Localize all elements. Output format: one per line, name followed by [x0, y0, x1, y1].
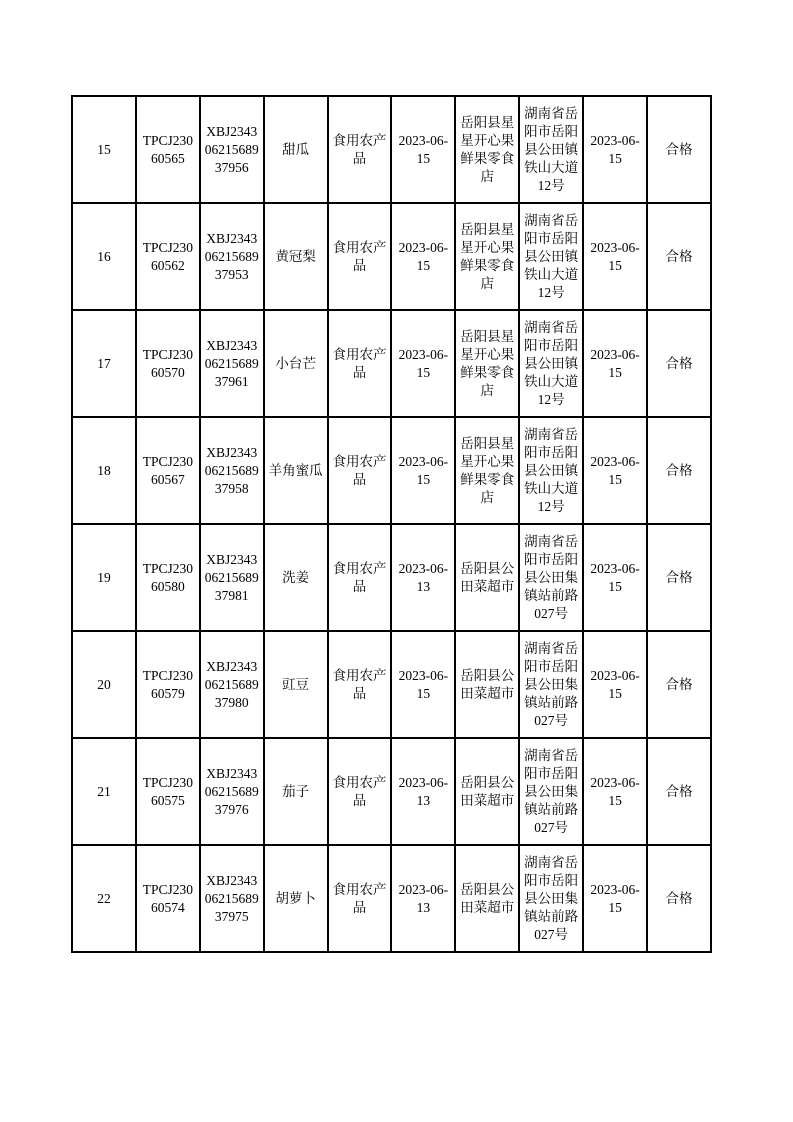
- cell-address: 湖南省岳阳市岳阳县公田集镇站前路027号: [519, 738, 583, 845]
- cell-report-no: TPCJ23060575: [136, 738, 200, 845]
- cell-sample-no: XBJ23430621568937956: [200, 96, 264, 203]
- cell-store: 岳阳县星星开心果鲜果零食店: [455, 310, 519, 417]
- cell-sample-no: XBJ23430621568937981: [200, 524, 264, 631]
- cell-address: 湖南省岳阳市岳阳县公田镇铁山大道12号: [519, 203, 583, 310]
- cell-result: 合格: [647, 417, 711, 524]
- cell-category: 食用农产品: [328, 524, 392, 631]
- cell-seq: 19: [72, 524, 136, 631]
- cell-report-date: 2023-06-15: [583, 310, 647, 417]
- cell-product: 洗姜: [264, 524, 328, 631]
- cell-seq: 15: [72, 96, 136, 203]
- table-row: [72, 524, 711, 631]
- cell-sample-date: 2023-06-13: [391, 524, 455, 631]
- cell-store: 岳阳县公田菜超市: [455, 845, 519, 952]
- cell-report-no: TPCJ23060567: [136, 417, 200, 524]
- cell-address: 湖南省岳阳市岳阳县公田镇铁山大道12号: [519, 417, 583, 524]
- cell-address: 湖南省岳阳市岳阳县公田集镇站前路027号: [519, 631, 583, 738]
- cell-seq: 20: [72, 631, 136, 738]
- cell-report-date: 2023-06-15: [583, 845, 647, 952]
- cell-category: 食用农产品: [328, 738, 392, 845]
- cell-sample-date: 2023-06-15: [391, 203, 455, 310]
- cell-result: 合格: [647, 524, 711, 631]
- cell-report-no: TPCJ23060579: [136, 631, 200, 738]
- cell-sample-no: XBJ23430621568937976: [200, 738, 264, 845]
- cell-result: 合格: [647, 845, 711, 952]
- table-row: [72, 845, 711, 952]
- cell-seq: 21: [72, 738, 136, 845]
- cell-category: 食用农产品: [328, 845, 392, 952]
- cell-seq: 16: [72, 203, 136, 310]
- cell-product: 小台芒: [264, 310, 328, 417]
- cell-product: 胡萝卜: [264, 845, 328, 952]
- cell-store: 岳阳县星星开心果鲜果零食店: [455, 417, 519, 524]
- cell-seq: 18: [72, 417, 136, 524]
- cell-address: 湖南省岳阳市岳阳县公田镇铁山大道12号: [519, 96, 583, 203]
- cell-seq: 17: [72, 310, 136, 417]
- cell-address: 湖南省岳阳市岳阳县公田镇铁山大道12号: [519, 310, 583, 417]
- cell-sample-date: 2023-06-13: [391, 845, 455, 952]
- cell-product: 茄子: [264, 738, 328, 845]
- cell-report-no: TPCJ23060574: [136, 845, 200, 952]
- cell-store: 岳阳县星星开心果鲜果零食店: [455, 203, 519, 310]
- cell-report-date: 2023-06-15: [583, 96, 647, 203]
- cell-result: 合格: [647, 310, 711, 417]
- cell-sample-date: 2023-06-13: [391, 738, 455, 845]
- table-row: [72, 310, 711, 417]
- table-row: [72, 738, 711, 845]
- cell-sample-no: XBJ23430621568937975: [200, 845, 264, 952]
- cell-store: 岳阳县公田菜超市: [455, 738, 519, 845]
- cell-sample-date: 2023-06-15: [391, 310, 455, 417]
- table-row: [72, 203, 711, 310]
- cell-report-date: 2023-06-15: [583, 524, 647, 631]
- cell-report-date: 2023-06-15: [583, 631, 647, 738]
- cell-category: 食用农产品: [328, 631, 392, 738]
- table-row: [72, 96, 711, 203]
- cell-report-date: 2023-06-15: [583, 417, 647, 524]
- cell-report-no: TPCJ23060565: [136, 96, 200, 203]
- cell-sample-date: 2023-06-15: [391, 96, 455, 203]
- cell-sample-no: XBJ23430621568937961: [200, 310, 264, 417]
- cell-product: 甜瓜: [264, 96, 328, 203]
- table-row: [72, 417, 711, 524]
- cell-report-date: 2023-06-15: [583, 738, 647, 845]
- cell-sample-date: 2023-06-15: [391, 631, 455, 738]
- cell-product: 黄冠梨: [264, 203, 328, 310]
- cell-sample-no: XBJ23430621568937980: [200, 631, 264, 738]
- cell-address: 湖南省岳阳市岳阳县公田集镇站前路027号: [519, 524, 583, 631]
- cell-seq: 22: [72, 845, 136, 952]
- cell-category: 食用农产品: [328, 417, 392, 524]
- cell-report-no: TPCJ23060562: [136, 203, 200, 310]
- cell-sample-no: XBJ23430621568937958: [200, 417, 264, 524]
- cell-report-no: TPCJ23060570: [136, 310, 200, 417]
- cell-product: 豇豆: [264, 631, 328, 738]
- cell-report-no: TPCJ23060580: [136, 524, 200, 631]
- cell-store: 岳阳县公田菜超市: [455, 524, 519, 631]
- cell-store: 岳阳县星星开心果鲜果零食店: [455, 96, 519, 203]
- inspection-results-table: [71, 95, 712, 953]
- cell-result: 合格: [647, 96, 711, 203]
- table-body: [72, 96, 711, 952]
- cell-result: 合格: [647, 738, 711, 845]
- cell-result: 合格: [647, 203, 711, 310]
- cell-result: 合格: [647, 631, 711, 738]
- table-row: [72, 631, 711, 738]
- cell-report-date: 2023-06-15: [583, 203, 647, 310]
- cell-category: 食用农产品: [328, 310, 392, 417]
- cell-category: 食用农产品: [328, 96, 392, 203]
- cell-store: 岳阳县公田菜超市: [455, 631, 519, 738]
- cell-category: 食用农产品: [328, 203, 392, 310]
- cell-sample-date: 2023-06-15: [391, 417, 455, 524]
- cell-sample-no: XBJ23430621568937953: [200, 203, 264, 310]
- cell-address: 湖南省岳阳市岳阳县公田集镇站前路027号: [519, 845, 583, 952]
- cell-product: 羊角蜜瓜: [264, 417, 328, 524]
